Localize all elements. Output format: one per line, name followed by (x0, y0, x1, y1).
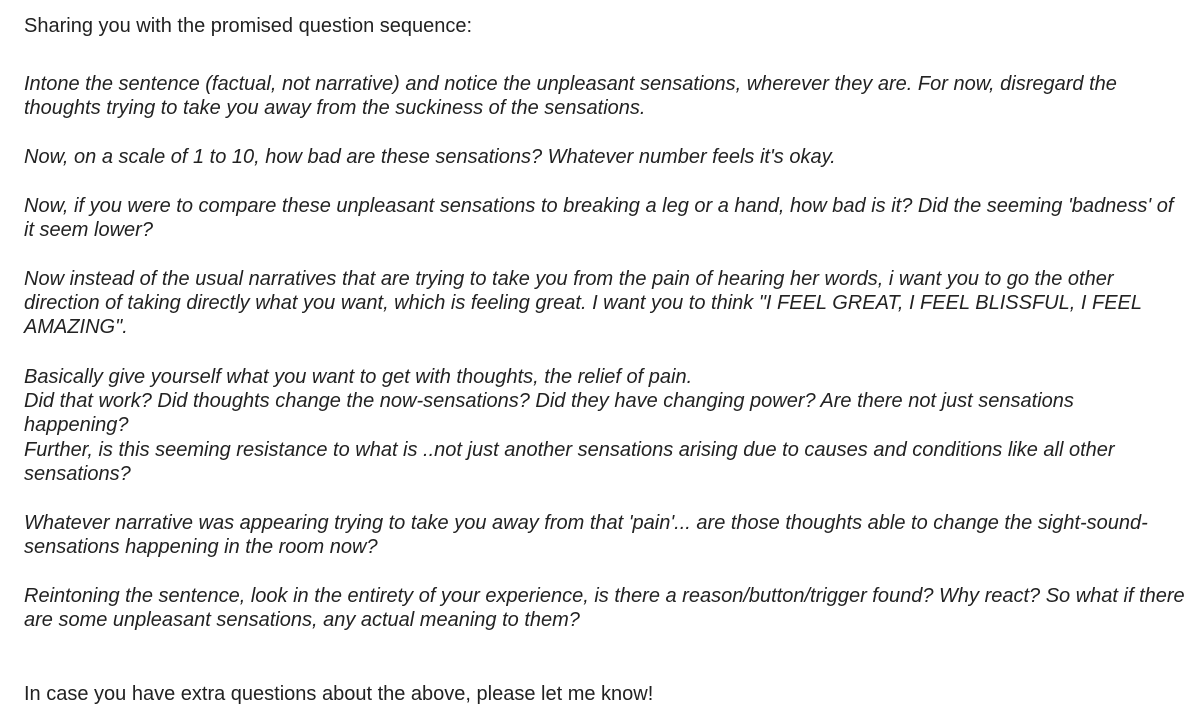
paragraph-line: Now, on a scale of 1 to 10, how bad are these sensations? Whatever number feels it's okay. (24, 146, 836, 168)
paragraph-line: thoughts trying to take you away from the suckiness of the sensations. (24, 97, 646, 119)
paragraph-line: Now instead of the usual narratives that are trying to take you from the pain of hearing her words, i want you to go the other (24, 268, 1114, 290)
paragraph-line: Further, is this seeming resistance to what is ..not just another sensations arising due to causes and conditions like all other (24, 439, 1115, 461)
paragraph-line: Whatever narrative was appearing trying to take you away from that 'pain'... are those thoughts able to change the sight-sound- (24, 512, 1148, 534)
paragraph-line: direction of taking directly what you want, which is feeling great. I want you to think "I FEEL GREAT, I FEEL BLISSFUL, I FEEL (24, 292, 1142, 314)
paragraph-line: sensations? (24, 463, 131, 485)
paragraph-line: Basically give yourself what you want to get with thoughts, the relief of pain. (24, 366, 693, 388)
paragraph-line: Reintoning the sentence, look in the entirety of your experience, is there a reason/button/trigger found? Why react? So what if there (24, 585, 1185, 607)
paragraph-line: are some unpleasant sensations, any actual meaning to them? (24, 609, 580, 631)
paragraph-line: happening? (24, 414, 129, 436)
paragraph-line: Now, if you were to compare these unpleasant sensations to breaking a leg or a hand, how bad is it? Did the seeming 'badness' of (24, 195, 1174, 217)
paragraph-line: sensations happening in the room now? (24, 536, 378, 558)
intro-text: Sharing you with the promised question sequence: (24, 15, 473, 37)
paragraph-line: AMAZING". (24, 316, 128, 338)
paragraph-line: Intone the sentence (factual, not narrative) and notice the unpleasant sensations, wherever they are. For now, disregard the (24, 73, 1117, 95)
paragraph-line: it seem lower? (24, 219, 153, 241)
closing-text: In case you have extra questions about the above, please let me know! (24, 683, 654, 705)
paragraph-line: Did that work? Did thoughts change the now-sensations? Did they have changing power? Are there not just sensations (24, 390, 1074, 412)
